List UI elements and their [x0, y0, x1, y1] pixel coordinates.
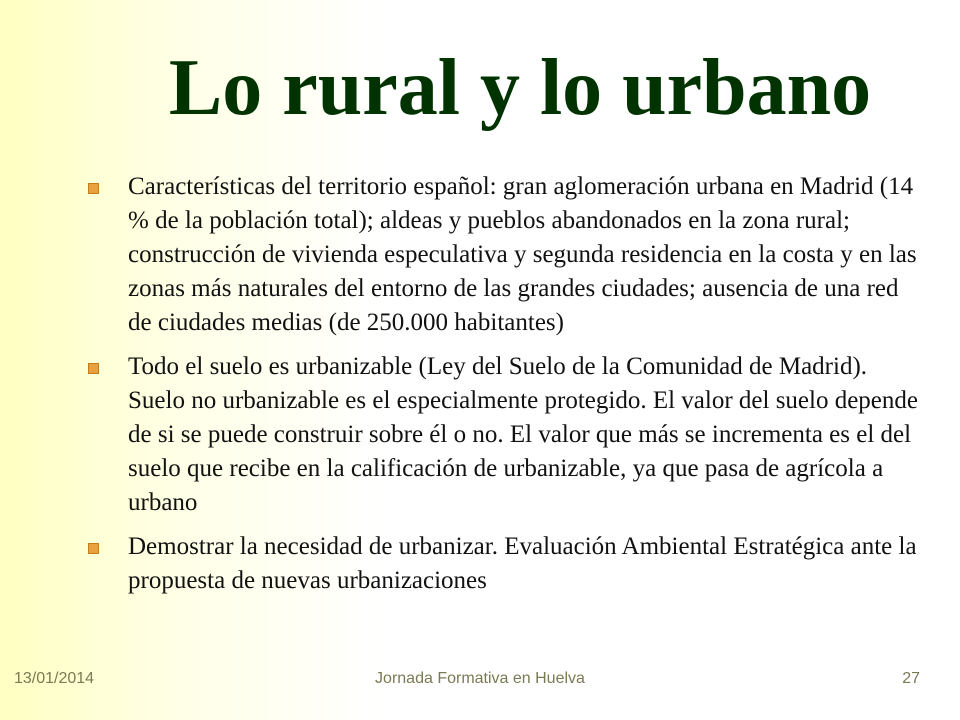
- bullet-text: Todo el suelo es urbanizable (Ley del Suelo de la Comunidad de Madrid). Suelo no urbanizable es el especialmente protegido. El valor del suelo depende de si se puede construir sobre él o no. El valor que más se incrementa es el del suelo que recibe en la calificación de urbanizable, ya que pasa de agrícola a urbano: [128, 353, 919, 516]
- slide-page-number: 27: [902, 670, 920, 687]
- bullet-text: Características del territorio español: gran aglomeración urbana en Madrid (14 % de la población total); aldeas y pueblos abandonados en la zona rural; construcción de vivienda especulativa y segunda residencia en la costa y en las zonas más naturales del entorno de las grandes ciudades; ausencia de una red de ciudades medias (de 250.000 habitantes): [128, 173, 917, 336]
- bullet-item: [88, 350, 928, 520]
- bullet-item: [88, 170, 928, 340]
- bullet-list: [88, 170, 928, 608]
- square-bullet-icon: [88, 363, 99, 374]
- bullet-text: Demostrar la necesidad de urbanizar. Evaluación Ambiental Estratégica ante la propuesta de nuevas urbanizaciones: [128, 533, 917, 594]
- bullet-item: [88, 530, 928, 598]
- square-bullet-icon: [88, 183, 99, 194]
- square-bullet-icon: [88, 543, 99, 554]
- footer-date: 13/01/2014: [14, 670, 95, 687]
- footer-event-title: Jornada Formativa en Huelva: [375, 670, 585, 687]
- slide-title: Lo rural y lo urbano: [168, 44, 872, 132]
